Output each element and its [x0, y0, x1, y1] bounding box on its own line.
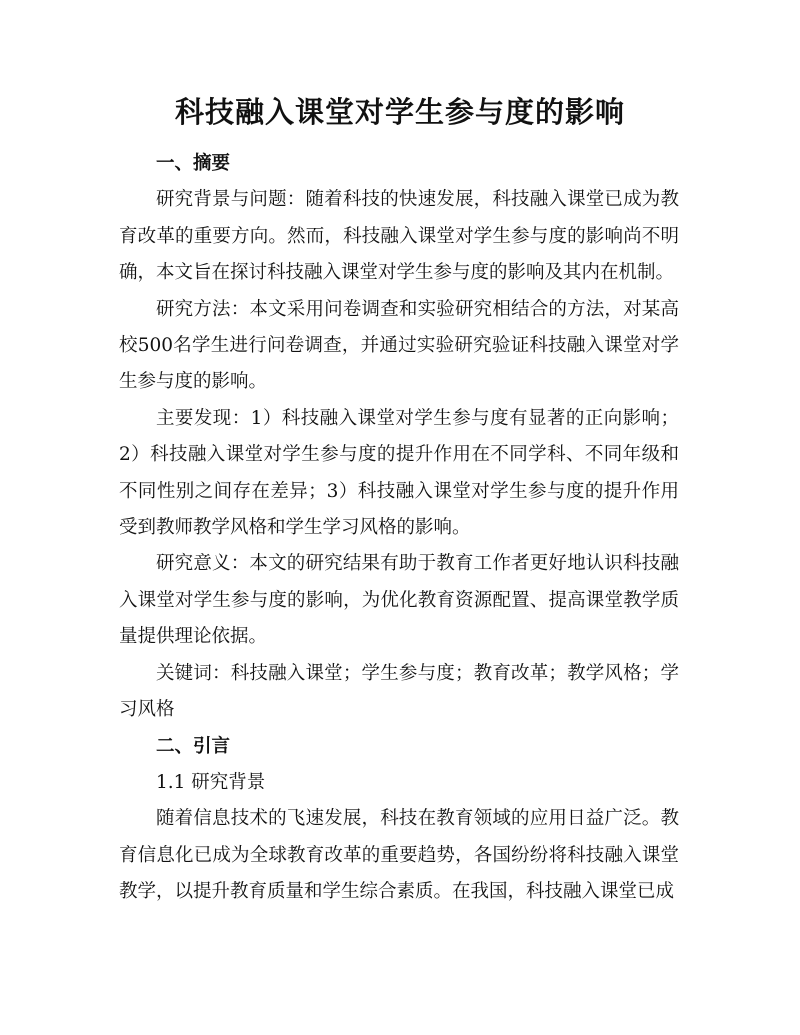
paragraph-method: 研究方法：本文采用问卷调查和实验研究相结合的方法，对某高校500名学生进行问卷调查，并通过实验研究验证科技融入课堂对学生参与度的影响。: [119, 298, 679, 393]
paragraph-significance: 研究意义：本文的研究结果有助于教育工作者更好地认识科技融入课堂对学生参与度的影响，为优化教育资源配置、提高课堂教学质量提供理论依据。: [119, 553, 679, 648]
paragraph-background: 研究背景与问题：随着科技的快速发展，科技融入课堂已成为教育改革的重要方向。然而，科技融入课堂对学生参与度的影响尚不明确，本文旨在探讨科技融入课堂对学生参与度的影响及其内在机制。: [119, 189, 679, 284]
section-heading-introduction: 二、引言: [156, 735, 231, 757]
paragraph-keywords: 关键词：科技融入课堂；学生参与度；教育改革；教学风格；学习风格: [119, 662, 679, 721]
paragraph-intro-background: 随着信息技术的飞速发展，科技在教育领域的应用日益广泛。教育信息化已成为全球教育改革的重要趋势，各国纷纷将科技融入课堂教学，以提升教育质量和学生综合素质。在我国，科技融入课堂已成: [119, 808, 679, 903]
paragraph-findings: 主要发现：1）科技融入课堂对学生参与度有显著的正向影响；2）科技融入课堂对学生参与度的提升作用在不同学科、不同年级和不同性别之间存在差异；3）科技融入课堂对学生参与度的提升作用受到教师教学风格和学生学习风格的影响。: [119, 407, 679, 539]
document-body: [119, 146, 679, 911]
subsection-heading-background: 1.1 研究背景: [156, 771, 266, 793]
document-title: 科技融入课堂对学生参与度的影响: [174, 95, 625, 129]
section-heading-abstract: 一、摘要: [156, 153, 231, 174]
